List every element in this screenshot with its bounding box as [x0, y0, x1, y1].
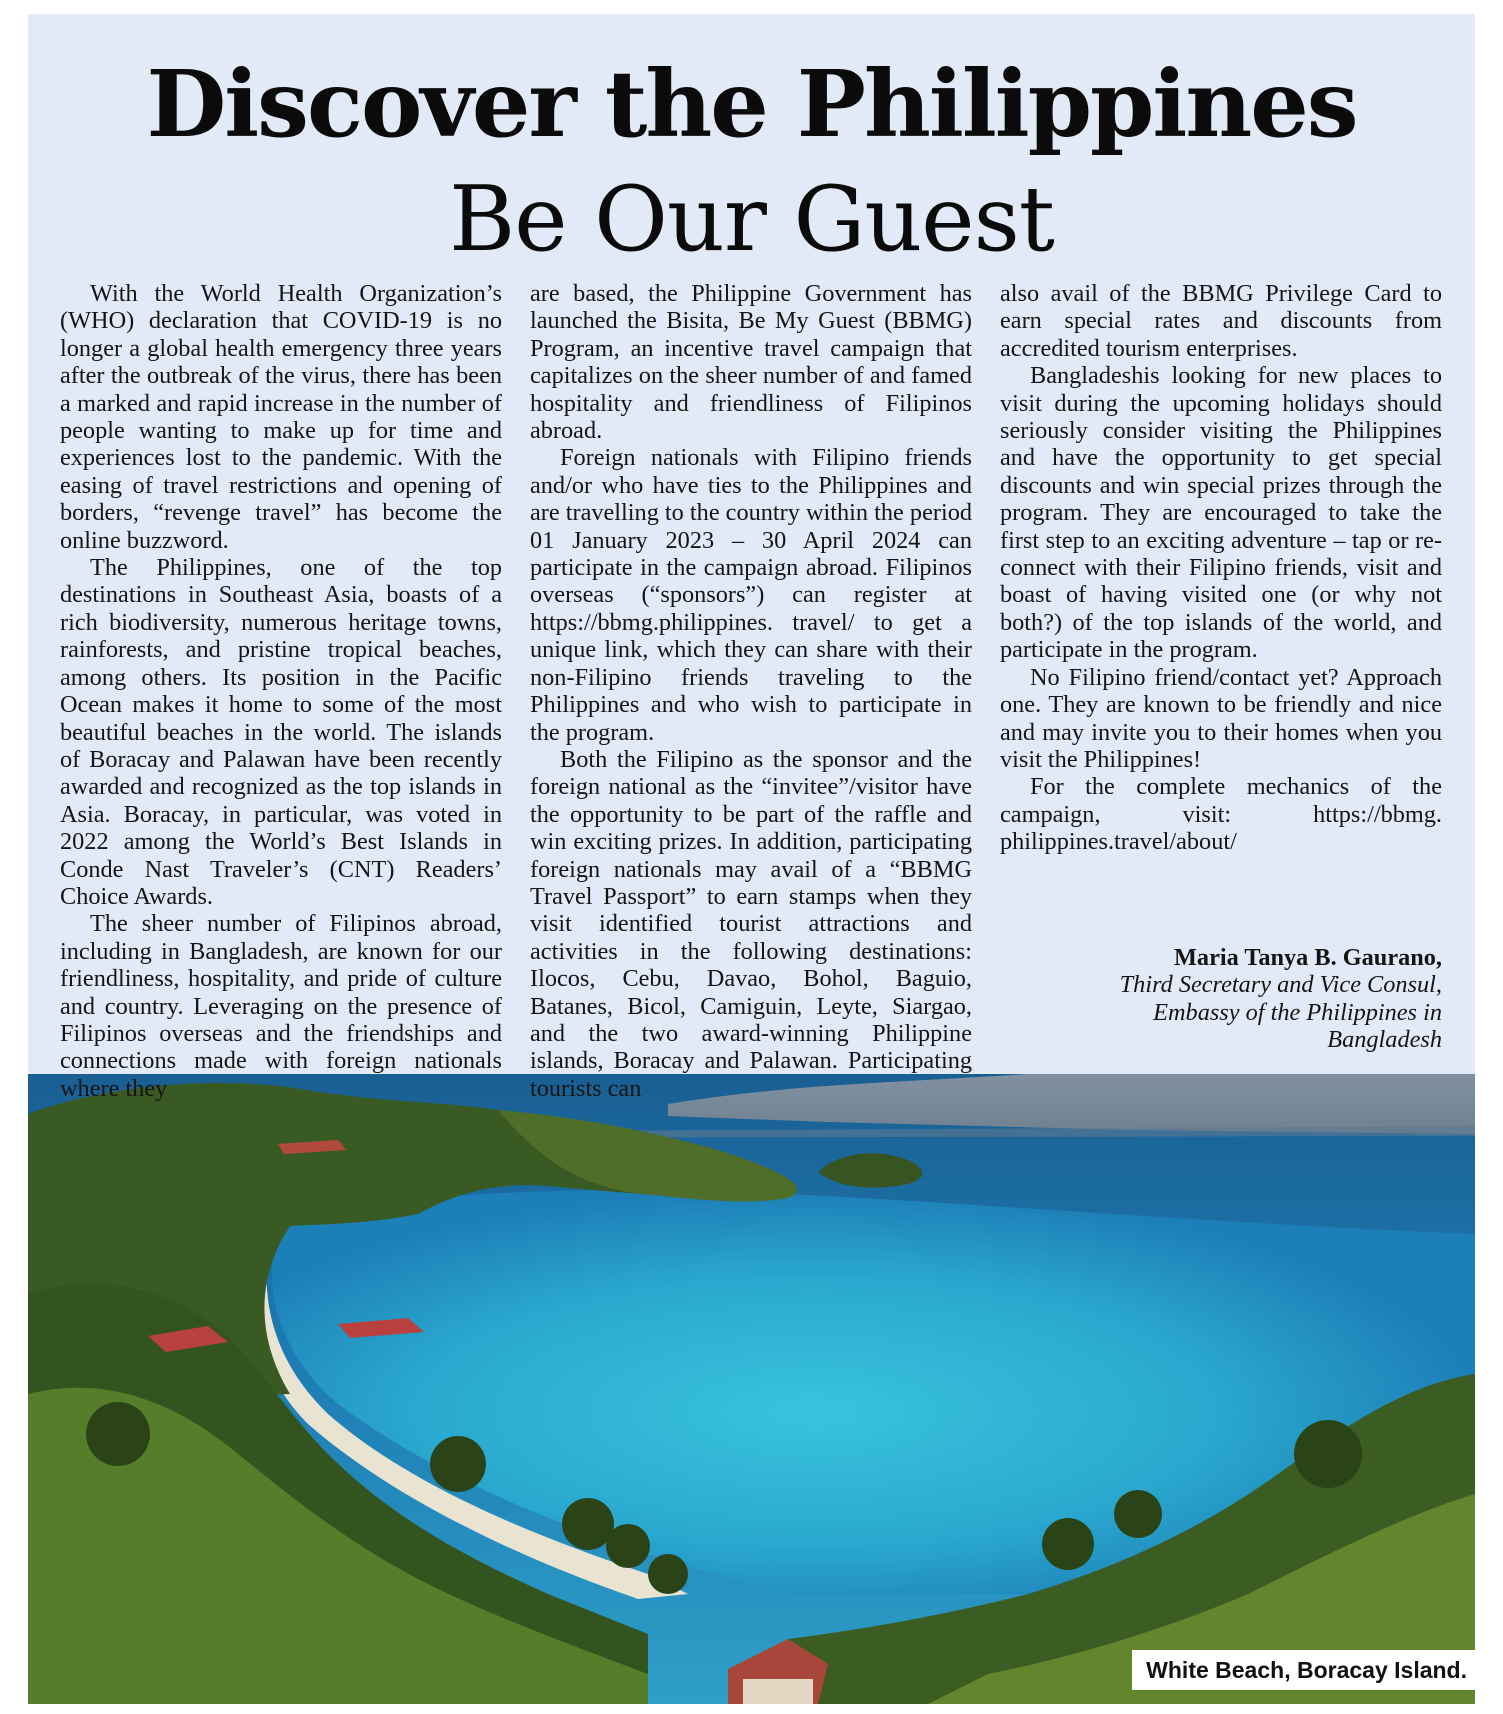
beach-landscape-image [28, 1074, 1475, 1704]
paragraph: Both the Filipino as the sponsor and the foreign national as the “invitee”/visitor have the opportunity to be part of the raffle and win exciting prizes. In addition, participating foreign nationals may avail of a “BBMG Travel Passport” to earn stamps when they visit identified tourist attractions and activities in the following destinations: Ilocos, Cebu, Davao, Bohol, Baguio, Batanes, Bicol, Camiguin, Leyte, Siargao, and the two award-winning Philippine islands, Boracay and Palawan. Participating tourists can [530, 745, 972, 1102]
photo-caption: White Beach, Boracay Island. [1132, 1650, 1475, 1690]
boracay-photo [28, 1074, 1475, 1704]
paragraph: Bangladeshis looking for new places to visit during the upcoming holidays should seriously consider visiting the Philippines and have the opportunity to get special discounts and win special prizes through the program. They are encouraged to take the first step to an exciting adventure – tap or re-connect with their Filipino friends, visit and boast of having visited one (or why not both?) of the top islands of the world, and participate in the program. [1000, 362, 1442, 664]
headline: Discover the Philippines [146, 50, 1357, 158]
author-title-line: Bangladesh [1327, 1026, 1442, 1054]
author-signature [1000, 944, 1442, 1054]
article-panel [28, 14, 1475, 1704]
paragraph: Foreign nationals with Filipino friends and/or who have ties to the Philippines and are travelling to the country within the period 01 January 2023 – 30 April 2024 can participate in the campaign abroad. Filipinos overseas (“sponsors”) can register at https://bbmg.philippines. travel/ to get a unique link, which they can share with their non-Filipino friends traveling to the Philippines and who wish to participate in the program. [530, 444, 972, 746]
paragraph: With the World Health Organization’s (WHO) declaration that COVID-19 is no longer a global health emergency three years after the outbreak of the virus, there has been a marked and rapid increase in the number of people wanting to make up for time and experiences lost to the pandemic. With the easing of travel restrictions and opening of borders, “revenge travel” has become the online buzzword. [60, 280, 502, 554]
article-column-1 [60, 280, 502, 1102]
paragraph: also avail of the BBMG Privilege Card to earn special rates and discounts from accredited tourism enterprises. [1000, 280, 1442, 362]
paragraph: For the complete mechanics of the campaign, visit: https://bbmg. philippines.travel/about/ [1000, 773, 1442, 856]
paragraph: No Filipino friend/contact yet? Approach one. They are known to be friendly and nice and may invite you to their homes when you visit the Philippines! [1000, 663, 1442, 773]
article-column-2 [530, 280, 972, 1102]
paragraph: The Philippines, one of the top destinations in Southeast Asia, boasts of a rich biodiversity, numerous heritage towns, rainforests, and pristine tropical beaches, among others. Its position in the Pacific Ocean makes it home to some of the most beautiful beaches in the world. The islands of Boracay and Palawan have been recently awarded and recognized as the top islands in Asia. Boracay, in particular, was voted in 2022 among the World’s Best Islands in Conde Nast Traveler’s (CNT) Readers’ Choice Awards. [60, 554, 502, 910]
author-title-line: Embassy of the Philippines in [1153, 998, 1442, 1026]
article-column-3 [1000, 280, 1442, 856]
author-title [1000, 971, 1442, 1053]
subheadline: Be Our Guest [449, 167, 1054, 272]
paragraph: are based, the Philippine Government has launched the Bisita, Be My Guest (BBMG) Program, an incentive travel campaign that capitalizes on the sheer number of and famed hospitality and friendliness of Filipinos abroad. [530, 280, 972, 445]
author-name: Maria Tanya B. Gaurano, [1174, 944, 1442, 971]
author-title-line: Third Secretary and Vice Consul, [1119, 971, 1442, 999]
paragraph: The sheer number of Filipinos abroad, including in Bangladesh, are known for our friendliness, hospitality, and pride of culture and country. Leveraging on the presence of Filipinos overseas and the friendships and connections made with foreign nationals where they [60, 910, 502, 1102]
